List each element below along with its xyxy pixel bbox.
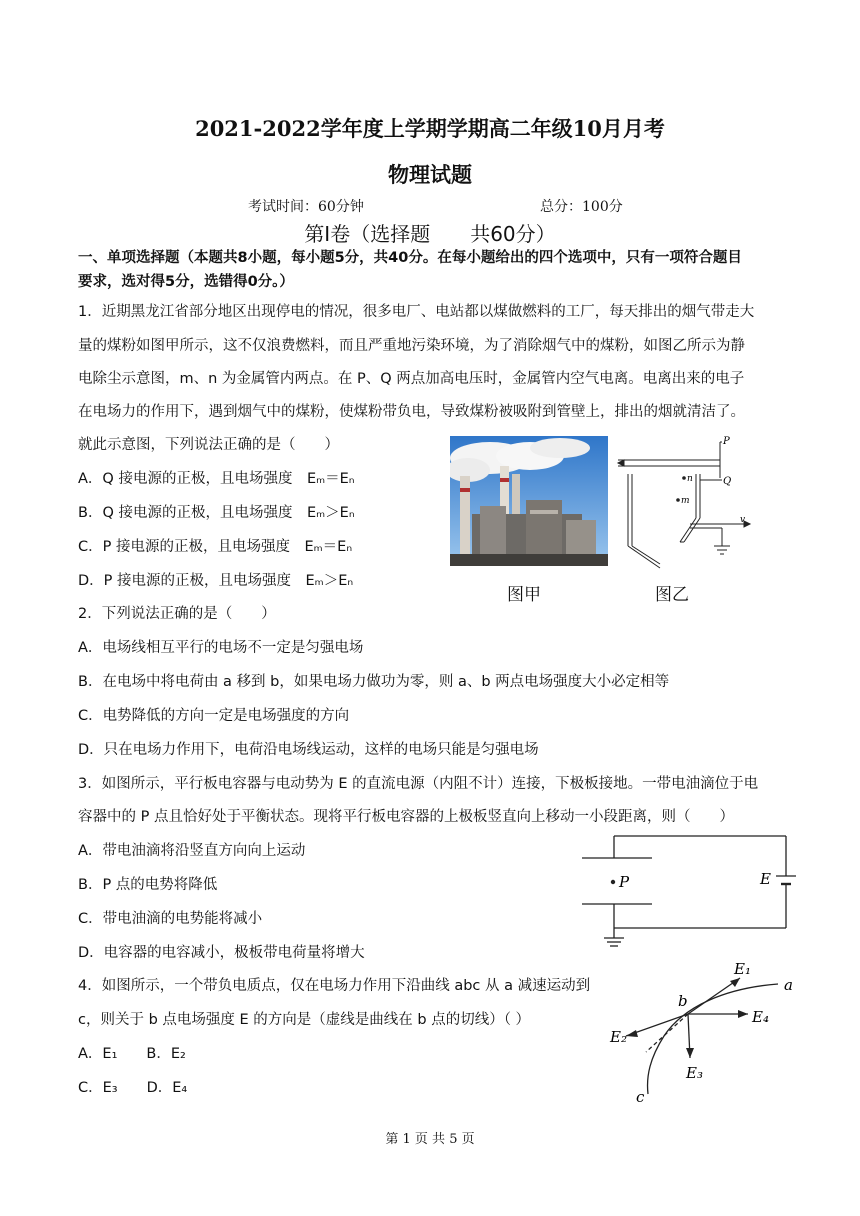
- q2-option-a: A．电场线相互平行的电场不一定是匀强电场: [78, 640, 364, 656]
- exam-subtitle: 物理试题: [388, 162, 472, 187]
- q4-stem-line: 4．如图所示，一个带负电质点，仅在电场力作用下沿曲线 abc 从 a 减速运动到: [78, 978, 591, 994]
- q1-option-d: D．P 接电源的正极，且电场强度 Eₘ＞Eₙ: [78, 573, 354, 589]
- q1-stem-line: 在电场力的作用下，遇到烟气中的煤粉，使煤粉带负电，导致煤粉被吸附到管壁上，排出的烟就清洁了。: [78, 404, 745, 420]
- label-e1: E₁: [734, 960, 751, 978]
- section-heading-line1: 一、单项选择题（本题共8小题，每小题5分，共40分。在每小题给出的四个选项中，只有一项符合题目: [78, 250, 742, 266]
- figure-b-caption: 图乙: [655, 585, 689, 605]
- label-p: P: [723, 436, 730, 447]
- q3-stem-line: 容器中的 P 点且恰好处于平衡状态。现将平行板电容器的上极板竖直向上移动一小段距离，则（ ）: [78, 809, 734, 825]
- volume-heading: 第Ⅰ卷（选择题 共60分）: [304, 222, 556, 246]
- label-a: a: [784, 976, 793, 994]
- exam-time: 考试时间：60分钟: [248, 199, 364, 215]
- q4-option-row2: C．E₃ D．E₄: [78, 1080, 188, 1096]
- label-n: n: [687, 474, 693, 484]
- q2-option-b: B．在电场中将电荷由 a 移到 b，如果电场力做功为零，则 a、b 两点电场强度大小必定相等: [78, 674, 670, 690]
- label-c: c: [636, 1088, 645, 1106]
- figure-a-caption: 图甲: [507, 585, 541, 605]
- label-v: v: [740, 515, 746, 525]
- q2-stem: 2．下列说法正确的是（ ）: [78, 606, 276, 622]
- q2-option-c: C．电势降低的方向一定是电场强度的方向: [78, 708, 350, 724]
- q1-stem-line: 就此示意图，下列说法正确的是（ ）: [78, 437, 339, 453]
- q4-option-row1: A．E₁ B．E₂: [78, 1046, 186, 1062]
- q3-option-b: B．P 点的电势将降低: [78, 877, 218, 893]
- q3-option-c: C．带电油滴的电势能将减小: [78, 911, 263, 927]
- label-q: Q: [723, 476, 732, 487]
- label-e3: E₃: [686, 1064, 703, 1082]
- label-m: m: [681, 496, 690, 506]
- label-b: b: [678, 992, 688, 1010]
- field-vector-diagram: [606, 956, 806, 1106]
- q3-stem-line: 3．如图所示，平行板电容器与电动势为 E 的直流电源（内阻不计）连接，下极板接地。一带电油滴位于电: [78, 776, 759, 792]
- capacitor-circuit: [578, 828, 798, 952]
- q1-stem-line: 量的煤粉如图甲所示，这不仅浪费燃料，而且严重地污染环境，为了消除烟气中的煤粉，如图乙所示为静: [78, 338, 745, 354]
- factory-photo: [450, 436, 608, 566]
- precipitator-diagram: [610, 434, 760, 574]
- label-e2: E₂: [610, 1028, 627, 1046]
- q3-option-d: D．电容器的电容减小，极板带电荷量将增大: [78, 945, 365, 961]
- page-number: 第 1 页 共 5 页: [385, 1132, 475, 1147]
- label-emf: E: [760, 870, 771, 888]
- q2-option-d: D．只在电场力作用下，电荷沿电场线运动，这样的电场只能是匀强电场: [78, 742, 539, 758]
- section-heading-line2: 要求，选对得5分，选错得0分。）: [78, 274, 294, 290]
- q1-option-a: A．Q 接电源的正极，且电场强度 Eₘ＝Eₙ: [78, 471, 355, 487]
- q1-option-b: B．Q 接电源的正极，且电场强度 Eₘ＞Eₙ: [78, 505, 355, 521]
- q1-option-c: C．P 接电源的正极，且电场强度 Eₘ＝Eₙ: [78, 539, 353, 555]
- total-score: 总分：100分: [540, 199, 623, 215]
- q1-stem-line: 1．近期黑龙江省部分地区出现停电的情况，很多电厂、电站都以煤做燃料的工厂，每天排出的烟气带走大: [78, 304, 755, 320]
- label-p-point: P: [619, 873, 630, 891]
- q1-stem-line: 电除尘示意图，m、n 为金属管内两点。在 P、Q 两点加高电压时，金属管内空气电离。电离出来的电子: [78, 371, 745, 387]
- q4-stem-line: c，则关于 b 点电场强度 E 的方向是（虚线是曲线在 b 点的切线）（ ）: [78, 1012, 531, 1028]
- exam-title: 2021-2022学年度上学期学期高二年级10月月考: [195, 116, 665, 141]
- q3-option-a: A．带电油滴将沿竖直方向向上运动: [78, 843, 306, 859]
- label-e4: E₄: [752, 1008, 769, 1026]
